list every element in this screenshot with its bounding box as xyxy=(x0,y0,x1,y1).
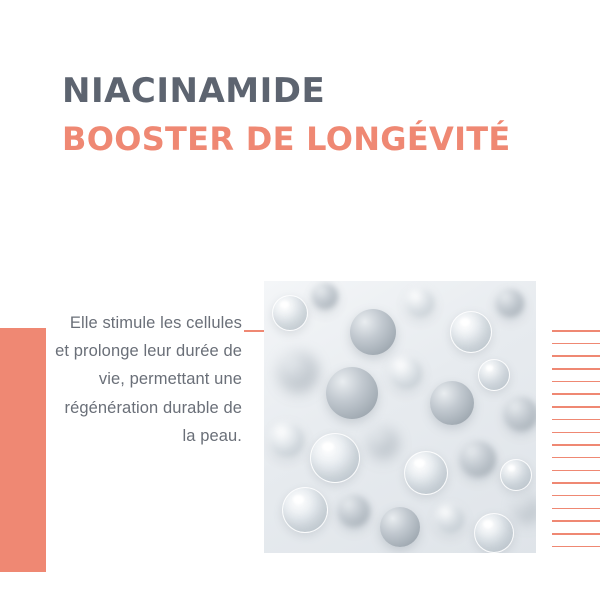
sphere-shape xyxy=(404,287,436,319)
stripe-line xyxy=(552,444,600,446)
left-accent-bar xyxy=(0,328,46,572)
sphere-shape xyxy=(504,397,536,431)
sphere-shape xyxy=(268,421,306,459)
stripe-decoration xyxy=(552,330,600,572)
sphere-shape xyxy=(368,427,398,457)
sphere-shape xyxy=(478,359,510,391)
stripe-line xyxy=(552,546,600,548)
stripe-line xyxy=(552,432,600,434)
sphere-shape xyxy=(278,351,318,391)
spheres-image xyxy=(264,281,536,553)
sphere-shape xyxy=(326,367,378,419)
stripe-line xyxy=(552,406,600,408)
sphere-shape xyxy=(380,507,420,547)
stripe-line xyxy=(552,470,600,472)
stripe-line xyxy=(552,355,600,357)
sphere-shape xyxy=(282,487,328,533)
sphere-shape xyxy=(460,441,496,477)
stripe-line xyxy=(552,393,600,395)
sphere-shape xyxy=(404,451,448,495)
sphere-shape xyxy=(272,295,308,331)
sphere-shape xyxy=(496,289,524,317)
stripe-line xyxy=(552,533,600,535)
sphere-shape xyxy=(500,459,532,491)
sphere-shape xyxy=(310,433,360,483)
body-paragraph: Elle stimule les cellules et prolonge leur durée de vie, permettant une régénération durable de la peau. xyxy=(55,313,242,445)
sphere-shape xyxy=(312,283,338,309)
sphere-shape xyxy=(514,495,536,521)
connector-line xyxy=(244,330,266,332)
sphere-shape xyxy=(388,355,424,391)
stripe-line xyxy=(552,419,600,421)
stripe-line xyxy=(552,495,600,497)
sphere-shape xyxy=(474,513,514,553)
sphere-shape xyxy=(434,503,466,535)
stripe-line xyxy=(552,457,600,459)
stripe-line xyxy=(552,482,600,484)
page-subtitle: BOOSTER DE LONGÉVITÉ xyxy=(62,120,511,159)
stripe-line xyxy=(552,343,600,345)
sphere-shape xyxy=(338,495,370,527)
stripe-line xyxy=(552,508,600,510)
stripe-line xyxy=(552,368,600,370)
stripe-line xyxy=(552,381,600,383)
sphere-shape xyxy=(350,309,396,355)
stripe-line xyxy=(552,520,600,522)
stripe-line xyxy=(552,330,600,332)
heading-group xyxy=(62,72,542,158)
sphere-shape xyxy=(450,311,492,353)
page-title: NIACINAMIDE xyxy=(62,71,326,111)
sphere-shape xyxy=(430,381,474,425)
